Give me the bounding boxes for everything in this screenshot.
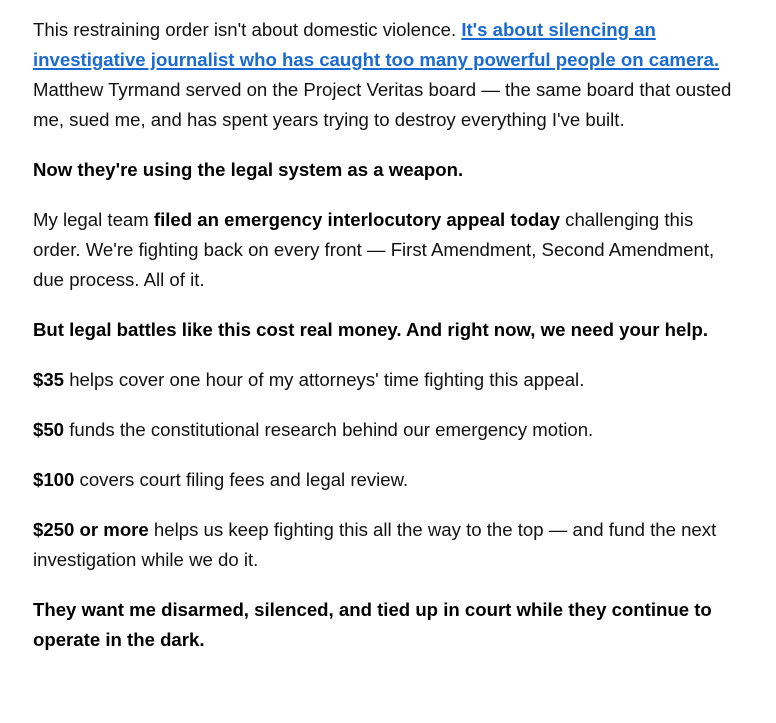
donation-amount: $50 <box>33 419 65 440</box>
paragraph-intro <box>33 15 733 135</box>
donation-tier <box>33 415 733 445</box>
donation-tier <box>33 465 733 495</box>
intro-text-continued: Matthew Tyrmand served on the Project Veritas board — the same board that ousted me, sued me, and has spent years trying to destroy everything I've built. <box>33 79 732 130</box>
donation-tier <box>33 365 733 395</box>
donation-amount: $250 or more <box>33 519 149 540</box>
article-link[interactable]: It's about silencing an investigative journalist who has caught too many powerful people on camera. <box>33 19 720 70</box>
paragraph-need-help <box>33 315 733 345</box>
donation-description: helps cover one hour of my attorneys' time fighting this appeal. <box>64 369 585 390</box>
need-help-statement: But legal battles like this cost real money. And right now, we need your help. <box>33 319 709 340</box>
weapon-statement: Now they're using the legal system as a weapon. <box>33 159 464 180</box>
email-body <box>33 15 733 675</box>
appeal-bold: filed an emergency interlocutory appeal today <box>153 209 560 230</box>
final-statement: They want me disarmed, silenced, and tied up in court while they continue to operate in the dark. <box>33 599 712 650</box>
donation-description: helps us keep fighting this all the way to the top — and fund the next investigation while we do it. <box>33 519 717 570</box>
appeal-text: My legal team <box>33 209 154 230</box>
donation-tier <box>33 515 733 575</box>
donation-amount: $35 <box>33 369 65 390</box>
donation-amount: $100 <box>33 469 75 490</box>
intro-text: This restraining order isn't about domestic violence. <box>33 19 462 40</box>
donation-description: covers court filing fees and legal review. <box>74 469 409 490</box>
appeal-text-continued: challenging this order. We're fighting back on every front — First Amendment, Second Amendment, due process. All of it. <box>33 209 715 290</box>
paragraph-weapon <box>33 155 733 185</box>
paragraph-appeal <box>33 205 733 295</box>
donation-description: funds the constitutional research behind our emergency motion. <box>64 419 594 440</box>
paragraph-final <box>33 595 733 655</box>
